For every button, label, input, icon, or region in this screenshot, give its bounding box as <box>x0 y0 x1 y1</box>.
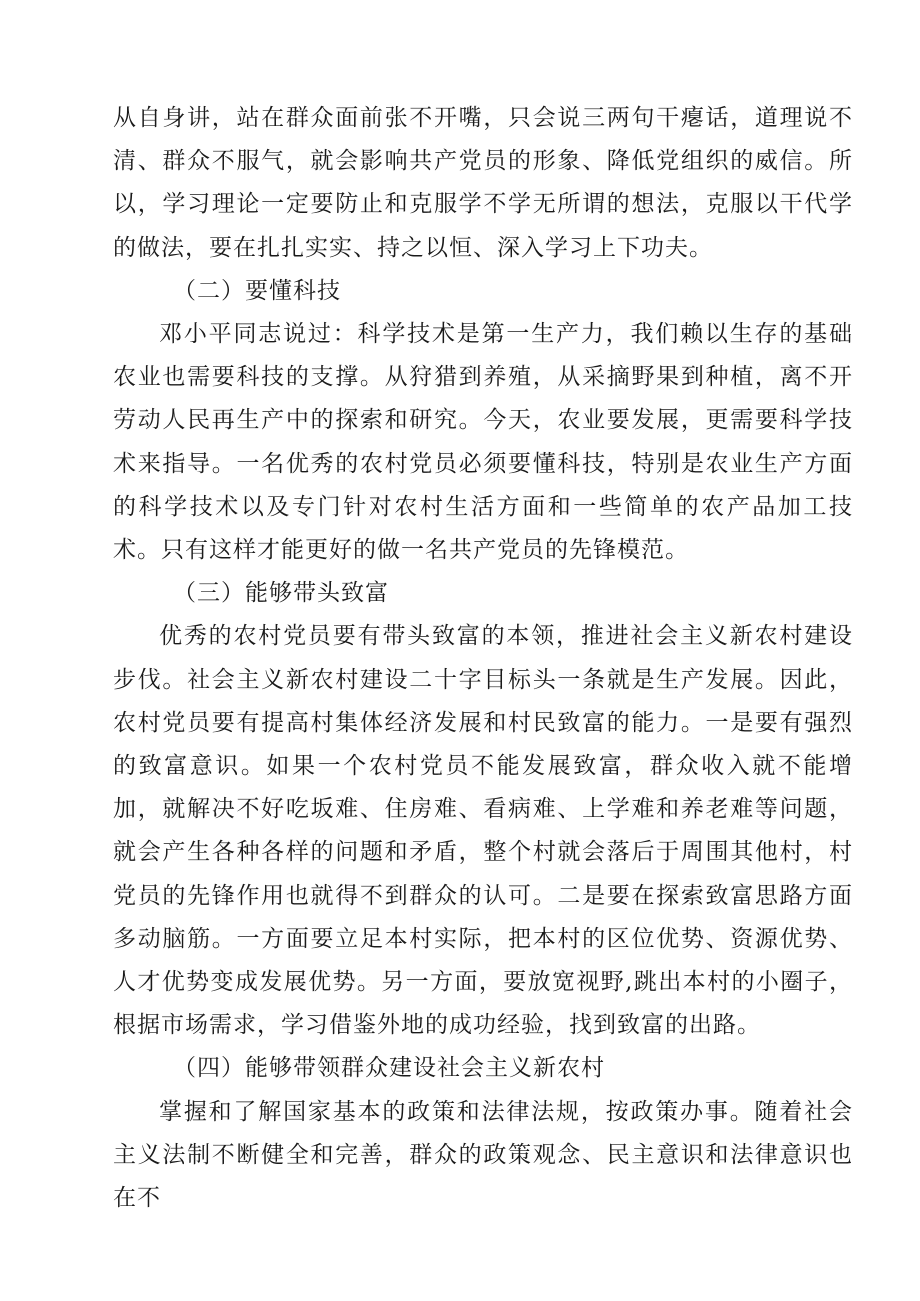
section-heading-3: （三）能够带头致富 <box>173 580 389 607</box>
paragraph-science: 邓小平同志说过：科学技术是第一生产力，我们赖以生存的基础农业也需要科技的支撑。从狩猎到养殖，从采摘野果到种植，离不开劳动人民再生产中的探索和研究。今天，农业要发展，更需要科学技术来指导。一名优秀的农村党员必须要懂科技，特别是农业生产方面的科学技术以及专门针对农村生活方面和一些简单的农产品加工技术。只有这样才能更好的做一名共产党员的先锋模范。 <box>113 321 853 564</box>
document-page <box>113 97 853 1220</box>
section-heading-2: （二）要懂科技 <box>173 277 341 304</box>
paragraph-policy: 掌握和了解国家基本的政策和法律法规，按政策办事。随着社会主义法制不断健全和完善，群众的政策观念、民主意识和法律意识也在不 <box>113 1098 853 1212</box>
section-heading-4: （四）能够带领群众建设社会主义新农村 <box>173 1055 605 1082</box>
paragraph-continued: 从自身讲，站在群众面前张不开嘴，只会说三两句干瘪话，道理说不清、群众不服气，就会影响共产党员的形象、降低党组织的威信。所以，学习理论一定要防止和克服学不学无所谓的想法，克服以干代学的做法，要在扎扎实实、持之以恒、深入学习上下功夫。 <box>113 105 853 261</box>
paragraph-prosperity: 优秀的农村党员要有带头致富的本领，推进社会主义新农村建设步伐。社会主义新农村建设二十字目标头一条就是生产发展。因此，农村党员要有提高村集体经济发展和村民致富的能力。一是要有强烈的致富意识。如果一个农村党员不能发展致富，群众收入就不能增加，就解决不好吃坂难、住房难、看病难、上学难和养老难等问题，就会产生各种各样的问题和矛盾，整个村就会落后于周围其他村，村党员的先锋作用也就得不到群众的认可。二是要在探索致富思路方面多动脑筋。一方面要立足本村实际，把本村的区位优势、资源优势、人才优势变成发展优势。另一方面，要放宽视野,跳出本村的小圈子，根据市场需求，学习借鉴外地的成功经验，找到致富的出路。 <box>113 623 853 1039</box>
